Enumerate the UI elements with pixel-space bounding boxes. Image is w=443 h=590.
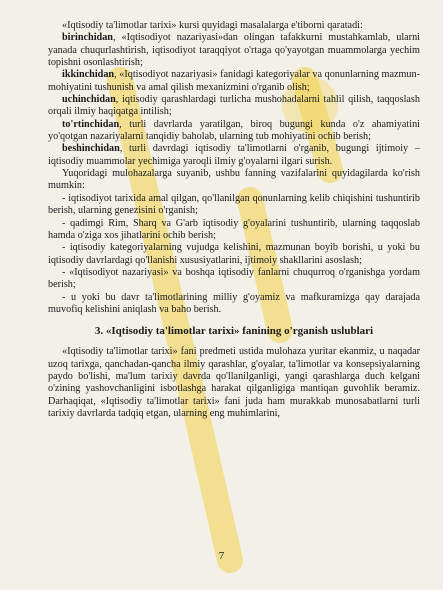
list-lead: uchinchidan [62, 94, 116, 106]
page-number: 7 [218, 550, 225, 562]
list-lead: birinchidan [62, 32, 113, 44]
list-item [48, 143, 420, 168]
list-lead: beshinchidan [62, 143, 120, 155]
task-item: - u yoki bu davr ta'limotlarining milliy g'oyamiz va mafkuramizga qay darajada muvofiq kelishini aniqlash va baho berish. [48, 291, 420, 315]
list-item [48, 119, 420, 144]
list-text: , turli davrlarda yaratilgan, biroq bugungi kunda o'z ahamiyatini yo'qotgan nazariyalarni tanqidiy baholab, ularning tub mohiyatini ochib berish; [48, 118, 420, 143]
body-paragraph: «Iqtisodiy ta'limotlar tarixi» fani predmeti ustida mulohaza yuritar ekanmiz, u naqadar uzoq tarixga, qanchadan-qancha ilmiy qarashlar, g'oyalar, ta'limotlar va konsepsiyalarning paydo bo'lishi, ma'lum tarixiy davrda qo'llanilganligi, yangi qarashlarga duch kelgani o'zining yashovchanligini isbotlashga harakat qilganligiga mantiqan guvohlik beramiz. Darhaqiqat, «Iqtisodiy ta'limotlar tarixi» fani juda ham murakkab munosabatlarni turli tarixiy davrlarda tadqiq etgan, ularning eng muhimlarini, [48, 346, 420, 419]
list-text: , iqtisodiy qarashlardagi turlicha mushohadalarni tahlil qilish, taqqoslash orqali ilmiy haqiqatga intilish; [48, 94, 420, 118]
list-text: , «Iqtisodiyot nazariyasi» fanidagi kategoriyalar va qonunlarning mazmun-mohiyatini tushunish va amal qilish mexanizmini o'rganib olish; [48, 69, 420, 93]
list-text: , «Iqtisodiyot nazariyasi»dan olingan tafakkurni mustahkamlab, ularni yanada chuqurlashtirish, iqtisodiyot taraqqiyot o'rtaga qo'yayotgan muammolarga yechim topishni osonlashtirish; [48, 32, 420, 69]
list-item [48, 94, 420, 119]
list-lead: to'rtinchidan [62, 118, 120, 130]
task-item: - «Iqtisodiyot nazariyasi» va boshqa iqtisodiy fanlarni chuqurroq o'rganishga yordam berish; [48, 266, 420, 291]
task-item: - iqtisodiyot tarixida amal qilgan, qo'llanilgan qonunlarning kelib chiqishini tushuntirib berish, ularning genezisini o'rganish; [48, 192, 420, 217]
tasks-intro-paragraph: Yuqoridagi mulohazalarga suyanib, ushbu fanning vazifalarini quyidagilarda ko'rish mumkin: [48, 168, 420, 192]
list-item [48, 69, 420, 94]
document-page [48, 20, 420, 420]
list-lead: ikkinchidan [62, 69, 115, 81]
task-item: - qadimgi Rim, Sharq va G'arb iqtisodiy g'oyalarini tushuntirib, ularning taqqoslab hamda o'ziga xos jihatlarini ochib berish; [48, 217, 420, 241]
task-item: - iqtisodiy kategoriyalarning vujudga kelishini, mazmunan boyib borishi, u yoki bu iqtisodiy davrlardagi qo'llanishi xususiyatlarini, ijtimoiy shakllarini asoslash; [48, 242, 420, 266]
intro-paragraph: «Iqtisodiy ta'limotlar tarixi» kursi quyidagi masalalarga e'tiborni qaratadi: [62, 20, 363, 31]
list-item [48, 32, 420, 69]
section-heading: 3. «Iqtisodiy ta'limotlar tarixi» fanining o'rganish uslublari [94, 325, 374, 338]
list-text: , turli davrdagi iqtisodiy ta'limotlarni o'rganib, bugungi ijtimoiy –iqtisodiy muammolar yechimiga yaroqli ilmiy g'oyalarni ilgari surish. [48, 143, 420, 167]
